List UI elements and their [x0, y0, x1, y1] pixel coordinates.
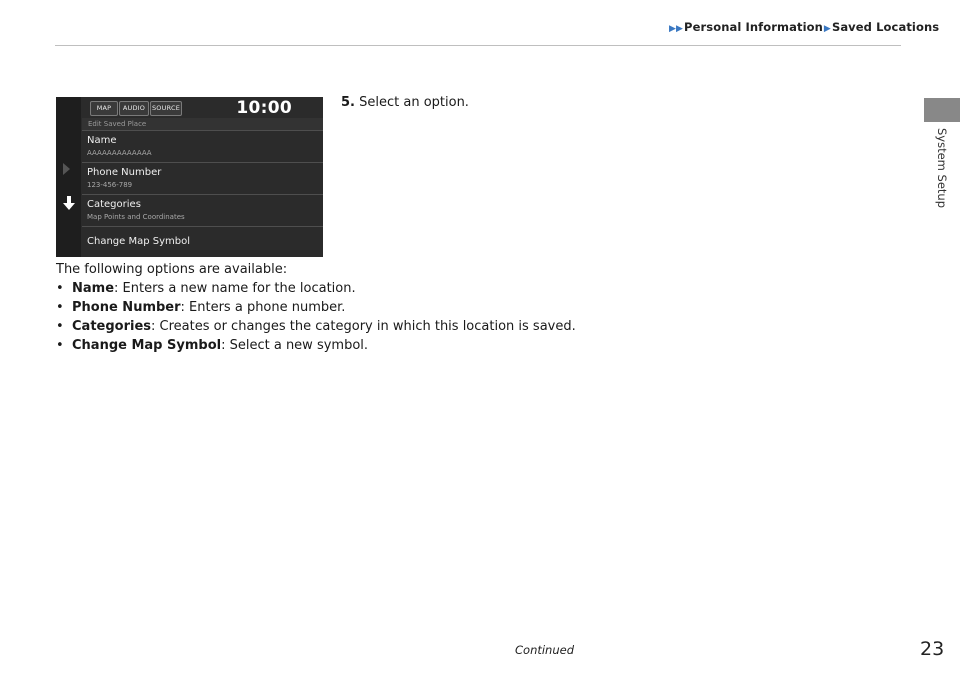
- scroll-up-arrow-icon: [63, 163, 70, 175]
- options-intro: The following options are available:: [56, 262, 288, 277]
- bullet-icon: •: [56, 281, 64, 296]
- step-number: 5.: [341, 95, 355, 110]
- menu-item-label: Phone Number: [87, 167, 162, 178]
- map-button[interactable]: MAP: [90, 101, 118, 116]
- breadcrumb-section: Personal Information: [684, 20, 823, 34]
- bullet-icon: •: [56, 319, 64, 334]
- bullet-icon: •: [56, 300, 64, 315]
- menu-title: Edit Saved Place: [88, 120, 147, 128]
- option-desc: : Creates or changes the category in which this location is saved.: [151, 319, 576, 334]
- breadcrumb: [668, 20, 939, 34]
- option-item: [56, 281, 356, 296]
- menu-item-label: Categories: [87, 199, 141, 210]
- device-screenshot: [56, 97, 323, 257]
- bullet-icon: •: [56, 338, 64, 353]
- option-item: [56, 300, 345, 315]
- source-button[interactable]: SOURCE: [150, 101, 182, 116]
- menu-item-label: Change Map Symbol: [87, 236, 190, 247]
- option-desc: : Enters a phone number.: [180, 300, 346, 315]
- option-term: Categories: [72, 319, 152, 334]
- option-term: Phone Number: [72, 300, 181, 315]
- option-desc: : Select a new symbol.: [221, 338, 369, 353]
- header-divider: [55, 45, 901, 46]
- menu-item-value: AAAAAAAAAAAAA: [87, 149, 152, 157]
- breadcrumb-arrow-icon: ▶: [823, 24, 831, 34]
- screen-scroll-column: [56, 97, 81, 257]
- chapter-tab: [924, 98, 960, 122]
- menu-item-phone-number[interactable]: [82, 162, 323, 194]
- breadcrumb-page: Saved Locations: [831, 20, 940, 34]
- option-term: Name: [72, 281, 115, 296]
- clock: 10:00: [236, 98, 292, 118]
- menu-item-name[interactable]: [82, 130, 323, 162]
- scroll-down-arrow-icon: [63, 196, 75, 210]
- menu-item-value: Map Points and Coordinates: [87, 213, 185, 221]
- chapter-tab-label: System Setup: [935, 128, 949, 209]
- continued-label: Continued: [515, 643, 575, 657]
- option-item: [56, 319, 576, 334]
- menu-item-categories[interactable]: [82, 194, 323, 226]
- step-text: Select an option.: [359, 95, 469, 110]
- page-number: 23: [920, 638, 945, 660]
- option-term: Change Map Symbol: [72, 338, 222, 353]
- menu-item-label: Name: [87, 135, 117, 146]
- step-instruction: [341, 95, 469, 110]
- option-item: [56, 338, 368, 353]
- menu-item-value: 123-456-789: [87, 181, 133, 189]
- audio-button[interactable]: AUDIO: [119, 101, 149, 116]
- breadcrumb-arrow-icon: ▶▶: [669, 24, 684, 34]
- option-desc: : Enters a new name for the location.: [114, 281, 356, 296]
- menu-item-change-map-symbol[interactable]: [82, 226, 323, 257]
